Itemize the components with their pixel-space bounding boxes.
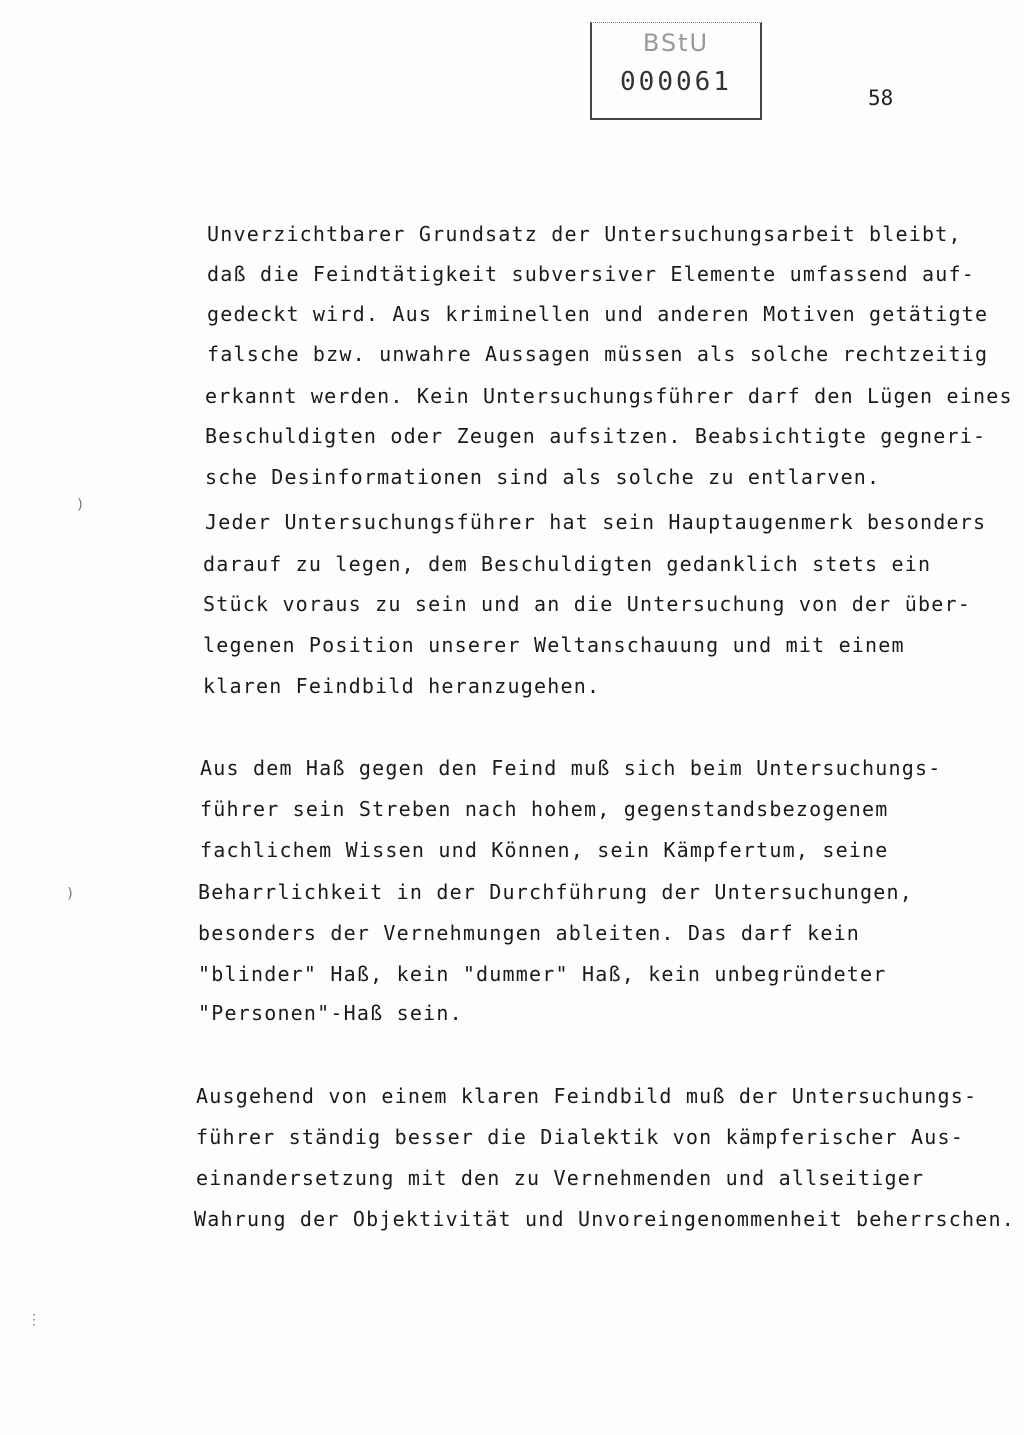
page-number: 58 (868, 86, 894, 110)
stamp-number: 000061 (620, 67, 732, 97)
paragraph-3-line-3: einandersetzung mit den zu Vernehmenden und allseitiger (196, 1166, 925, 1190)
scan-mark: ) (76, 497, 85, 513)
paragraph-3-line-2: führer ständig besser die Dialektik von kämpferischer Aus- (196, 1125, 964, 1149)
paragraph-1-line-5: erkannt werden. Kein Untersuchungsführer darf den Lügen eines (205, 384, 1013, 408)
paragraph-2-line-7: "Personen"-Haß sein. (198, 1001, 463, 1025)
paragraph-3-line-1: Ausgehend von einem klaren Feindbild muß der Untersuchungs- (196, 1084, 978, 1108)
paragraph-1-line-11: legenen Position unserer Weltanschauung und mit einem (203, 633, 905, 657)
paragraph-3-line-4: Wahrung der Objektivität und Unvoreingenommenheit beherrschen. (194, 1207, 1015, 1231)
scan-mark: ⋮ (27, 1312, 41, 1328)
scan-mark: ) (66, 886, 75, 902)
paragraph-2-line-6: "blinder" Haß, kein "dummer" Haß, kein unbegründeter (198, 962, 887, 986)
paragraph-1-line-8: Jeder Untersuchungsführer hat sein Hauptaugenmerk besonders (205, 510, 987, 534)
paragraph-1-line-10: Stück voraus zu sein und an die Untersuchung von der über- (203, 592, 971, 616)
paragraph-1-line-9: darauf zu legen, dem Beschuldigten gedanklich stets ein (203, 552, 932, 576)
paragraph-2-line-5: besonders der Vernehmungen ableiten. Das darf kein (198, 921, 861, 945)
paragraph-1-line-1: Unverzichtbarer Grundsatz der Untersuchungsarbeit bleibt, (207, 222, 962, 246)
stamp-label: BStU (642, 29, 710, 57)
paragraph-2-line-4: Beharrlichkeit in der Durchführung der Untersuchungen, (198, 880, 914, 904)
archive-stamp (590, 22, 762, 120)
paragraph-1-line-3: gedeckt wird. Aus kriminellen und anderen Motiven getätigte (207, 302, 989, 326)
paragraph-1-line-2: daß die Feindtätigkeit subversiver Elemente umfassend auf- (207, 262, 975, 286)
paragraph-1-line-6: Beschuldigten oder Zeugen aufsitzen. Beabsichtigte gegneri- (205, 424, 987, 448)
paragraph-2-line-1: Aus dem Haß gegen den Feind muß sich beim Untersuchungs- (200, 756, 942, 780)
paragraph-1-line-4: falsche bzw. unwahre Aussagen müssen als solche rechtzeitig (207, 342, 989, 366)
paragraph-1-line-12: klaren Feindbild heranzugehen. (203, 674, 601, 698)
paragraph-1-line-7: sche Desinformationen sind als solche zu entlarven. (205, 465, 881, 489)
paragraph-2-line-2: führer sein Streben nach hohem, gegenstandsbezogenem (200, 797, 889, 821)
paragraph-2-line-3: fachlichem Wissen und Können, sein Kämpfertum, seine (200, 838, 889, 862)
